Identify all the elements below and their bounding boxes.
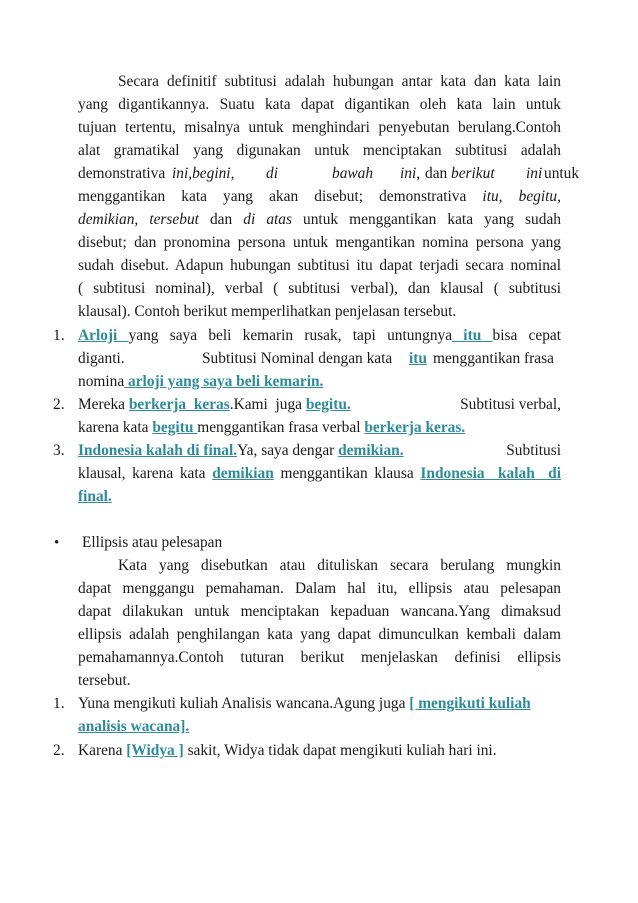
para1-line-1 (118, 71, 561, 93)
text: yang digantikannya. Suatu kata dapat digantikan oleh kata lain untuk (78, 96, 561, 113)
list1-line-2 (78, 348, 561, 370)
list-number: 2. (53, 396, 65, 413)
list1-line-8 (78, 486, 561, 508)
text: Subtitusi verbal, (460, 396, 561, 413)
text: tujuan tertentu, misalnya untuk menghindari penyebutan berulang.Contoh (78, 119, 561, 136)
emphasis: demikian (212, 465, 274, 482)
emphasis: Arloji (78, 327, 129, 344)
text: disebut; dan pronomina persona untuk mengantikan nomina persona yang (78, 234, 561, 251)
italic-term: di (266, 165, 278, 182)
para1-line-9 (78, 255, 561, 277)
italic-term: begitu, (518, 188, 561, 205)
para1-line-8 (78, 232, 561, 254)
emphasis: berkerja keras. (364, 419, 466, 436)
para1-line-2 (78, 94, 561, 116)
text: nomina (78, 373, 125, 390)
text: menggantikan frasa (433, 350, 554, 367)
text: dapat menggangu pemahaman. Dalam hal itu, ellipsis atau pelesapan (78, 580, 561, 597)
text: Mereka (78, 396, 129, 413)
emphasis: Indonesia kalah di (420, 465, 561, 482)
text: untuk (544, 165, 580, 182)
para1-line-10 (78, 278, 561, 300)
text: Secara definitif subtitusi adalah hubungan antar kata dan kata lain (118, 73, 561, 90)
text (503, 188, 519, 205)
list1-line-3 (78, 371, 561, 393)
text: Subtitusi (506, 442, 561, 459)
italic-term: demikian, (78, 211, 139, 228)
text: karena kata (78, 419, 153, 436)
para1-line-7 (78, 209, 561, 231)
list1-line-7 (78, 463, 561, 485)
list2-line-1 (78, 693, 561, 715)
text: Subtitusi Nominal dengan kata (202, 350, 393, 367)
italic-term: di (243, 211, 256, 228)
para1-line-6 (78, 186, 561, 208)
list1-line-6 (78, 440, 561, 462)
para2-line-4 (78, 624, 561, 646)
text (138, 211, 149, 228)
text: Karena (78, 742, 127, 759)
emphasis: [ mengikuti kuliah (409, 695, 531, 712)
emphasis: itu (452, 327, 493, 344)
italic-term: bawah (332, 165, 374, 182)
text: tersebut. (78, 672, 131, 689)
para1-line-5 (78, 163, 580, 185)
para2-line-2 (78, 578, 561, 600)
emphasis: begitu (152, 419, 198, 436)
text: klausal). Contoh berikut memperlihatkan penjelasan tersebut. (78, 303, 457, 320)
list-number: 1. (53, 327, 65, 344)
list-number: 2. (53, 742, 65, 759)
text: Ya, saya dengar (237, 442, 339, 459)
text: sakit, Widya tidak dapat mengikuti kuliah hari ini. (183, 742, 497, 759)
text: menggantikan klausa (273, 465, 421, 482)
emphasis: [Widya ] (126, 742, 184, 759)
para2-line-5 (78, 647, 561, 669)
text: menggantikan frasa verbal (197, 419, 365, 436)
list-number: 3. (53, 442, 65, 459)
text: menggantikan kata yang akan disebut; demonstrativa (78, 188, 483, 205)
text: dapat dilakukan untuk menciptakan kepaduan wancana.Yang dimaksud (78, 603, 561, 620)
text: diganti. (78, 350, 125, 367)
list1-line-4 (78, 394, 561, 416)
para2-line-3 (78, 601, 561, 623)
text (255, 211, 266, 228)
italic-term: ini (526, 165, 543, 182)
italic-term: ini, (400, 165, 421, 182)
para1-line-4 (78, 140, 561, 162)
para1-line-11 (78, 301, 561, 323)
para2-line-6 (78, 670, 561, 692)
text: ellipsis adalah penghilangan kata yang dapat dimunculkan kembali dalam (78, 626, 561, 643)
emphasis: itu (409, 350, 427, 367)
text: klausal, karena kata (78, 465, 213, 482)
italic-term: berikut (451, 165, 495, 182)
text: .Kami juga (229, 396, 306, 413)
emphasis: demikian. (338, 442, 404, 459)
list2-line-2 (78, 716, 561, 738)
emphasis: Indonesia kalah di final. (78, 442, 238, 459)
list1-line-1 (78, 325, 561, 347)
bullet-heading: Ellipsis atau pelesapan (82, 534, 223, 551)
text: bisa cepat (492, 327, 562, 344)
emphasis: final. (78, 488, 112, 505)
italic-term: tersebut (149, 211, 199, 228)
text: dan (198, 211, 244, 228)
list2-line-3 (78, 740, 561, 762)
emphasis: arloji yang saya beli kemarin. (124, 373, 324, 390)
para2-line-1 (118, 555, 561, 577)
emphasis: analisis wacana]. (78, 718, 190, 735)
italic-term: atas (266, 211, 292, 228)
text: ( subtitusi nominal), verbal ( subtitusi verbal), dan klausal ( subtitusi (78, 280, 561, 297)
emphasis: berkerja keras (128, 396, 230, 413)
italic-term: itu, (482, 188, 503, 205)
text: pemahamannya.Contoh tuturan berikut menjelaskan definisi ellipsis (78, 649, 561, 666)
text: demonstrativa (78, 165, 166, 182)
text: alat gramatikal yang digunakan untuk menciptakan subtitusi adalah (78, 142, 561, 159)
text: untuk menggantikan kata yang sudah (291, 211, 561, 228)
text: Yuna mengikuti kuliah Analisis wancana.Agung juga (78, 695, 410, 712)
emphasis: begitu. (305, 396, 351, 413)
text: dan (425, 165, 448, 182)
list-number: 1. (53, 695, 65, 712)
list1-line-5 (78, 417, 561, 439)
text: yang saya beli kemarin rusak, tapi untungnya (128, 327, 453, 344)
text: sudah disebut. Adapun hubungan subtitusi itu dapat terjadi secara nominal (78, 257, 561, 274)
para1-line-3 (78, 117, 561, 139)
italic-term: ini,begini, (172, 165, 235, 182)
bullet-icon: • (54, 535, 60, 551)
text: Kata yang disebutkan atau dituliskan secara berulang mungkin (118, 557, 561, 574)
